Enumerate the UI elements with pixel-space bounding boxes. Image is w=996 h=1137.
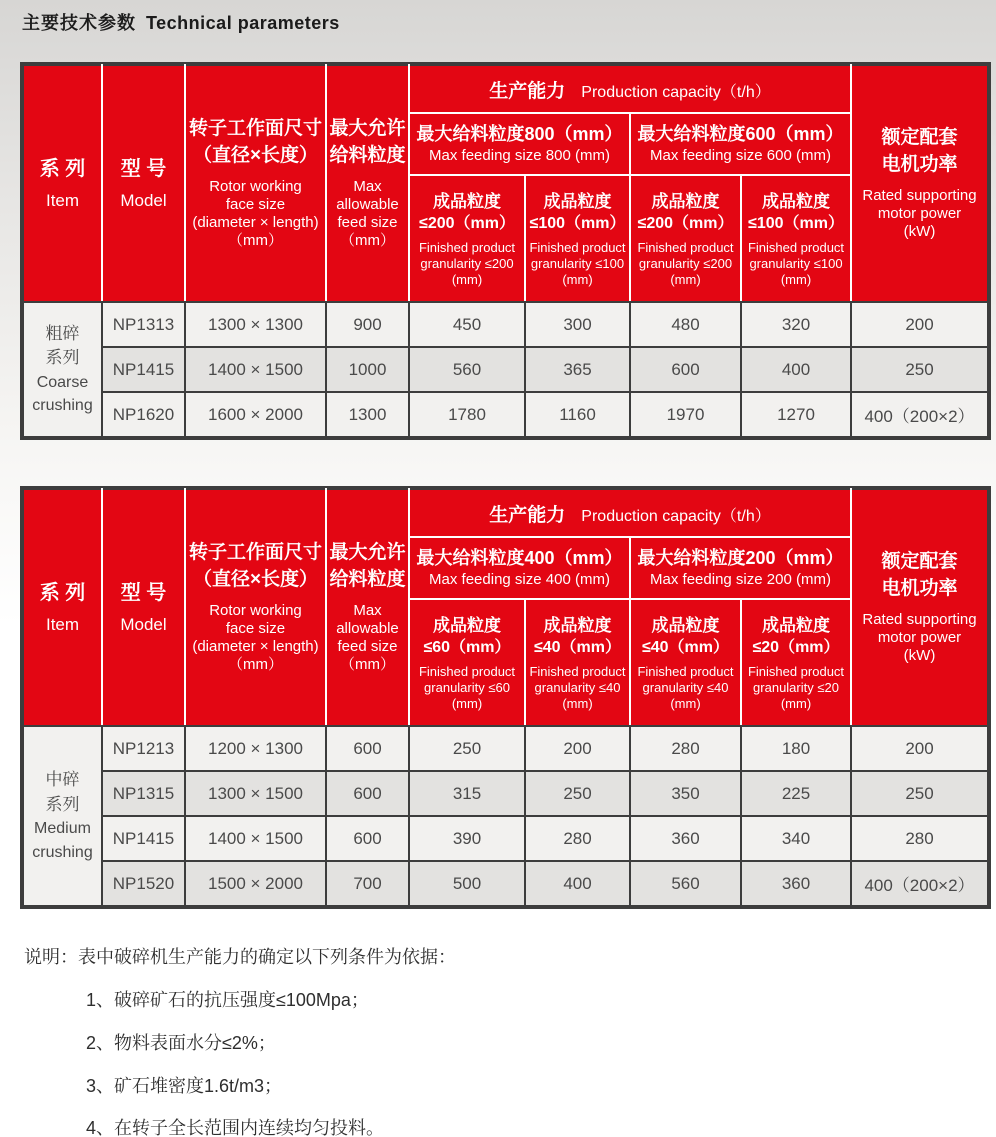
zh-line: ≤100（mm）	[748, 214, 844, 232]
motor-power-cell: 200	[851, 726, 988, 771]
en-line: granularity ≤60	[424, 680, 510, 695]
capacity-cell: 315	[409, 771, 525, 816]
model-cell: NP1415	[102, 816, 185, 861]
motor-power-cell: 250	[851, 771, 988, 816]
en-line: Finished product	[747, 240, 845, 256]
zh-line: 最大给料粒度200（mm）	[637, 548, 844, 569]
table-row	[23, 302, 988, 347]
capacity-cell: 400	[525, 861, 630, 906]
table-row	[23, 726, 988, 771]
capacity-cell: 300	[525, 302, 630, 347]
table-row	[23, 816, 988, 861]
motor-power-cell: 250	[851, 347, 988, 392]
zh-line: 中碎	[45, 770, 80, 790]
capacity-cell: 250	[409, 726, 525, 771]
en-line: (mm)	[451, 695, 483, 711]
zh-line: 成品粒度	[762, 615, 830, 635]
max-feed-cell: 600	[326, 771, 409, 816]
capacity-cell: 320	[741, 302, 851, 347]
zh-line: 转子工作面尺寸	[188, 118, 322, 140]
header-granularity-3	[630, 599, 741, 726]
capacity-cell: 1970	[630, 392, 741, 437]
capacity-cell: 1160	[525, 392, 630, 437]
header-production-capacity	[409, 489, 851, 537]
capacity-cell: 280	[630, 726, 741, 771]
zh-line: 成品粒度	[651, 191, 720, 211]
en-line: granularity ≤200	[638, 256, 733, 271]
motor-power-cell: 400（200×2）	[851, 392, 988, 437]
capacity-cell: 390	[409, 816, 525, 861]
zh-line: 转子工作面尺寸	[188, 542, 322, 564]
en-line: Max feeding size 600 (mm)	[650, 147, 831, 165]
header-max-feed	[326, 65, 409, 302]
coarse-table	[22, 64, 989, 438]
capacity-cell: 280	[525, 816, 630, 861]
en-line: feed size	[337, 638, 398, 656]
rotor-size-cell: 1500 × 2000	[185, 861, 326, 906]
series-cell	[23, 726, 102, 906]
en-line: Medium	[34, 820, 91, 838]
capacity-cell: 1780	[409, 392, 525, 437]
zh-line: 成品粒度	[762, 191, 830, 211]
page-title-zh: 主要技术参数	[22, 13, 136, 33]
capacity-cell: 360	[741, 861, 851, 906]
en-line: (diameter × length)	[192, 214, 319, 232]
en-line: （mm）	[228, 656, 283, 674]
max-feed-cell: 900	[326, 302, 409, 347]
en-line: granularity ≤200	[420, 256, 514, 271]
zh-line: （直径×长度）	[192, 568, 319, 590]
en-line: Production capacity（t/h）	[581, 507, 771, 525]
capacity-cell: 560	[409, 347, 525, 392]
en-line: granularity ≤40	[534, 680, 621, 695]
medium-table-body	[23, 726, 988, 906]
capacity-cell: 450	[409, 302, 525, 347]
header-motor-power	[851, 65, 988, 302]
table-row	[23, 347, 988, 392]
zh-line: 成品粒度	[651, 615, 720, 635]
rotor-size-cell: 1400 × 1500	[185, 347, 326, 392]
en-line: Finished product	[637, 240, 734, 256]
en-line: Rated supporting	[862, 186, 977, 204]
notes-intro: 说明：表中破碎机生产能力的确定以下列条件为依据：	[24, 947, 456, 967]
header-series	[23, 489, 102, 726]
table-row	[23, 392, 988, 437]
en-line: crushing	[32, 843, 93, 861]
header-granularity-4	[741, 599, 851, 726]
notes-section	[24, 946, 456, 1137]
zh-line: ≤40（mm）	[641, 638, 730, 656]
max-feed-cell: 600	[326, 726, 409, 771]
header-model	[102, 65, 185, 302]
capacity-cell: 500	[409, 861, 525, 906]
capacity-cell: 340	[741, 816, 851, 861]
header-feeding-size-200	[630, 537, 851, 599]
en-line: （mm）	[228, 232, 283, 250]
en-line: Finished product	[418, 240, 516, 256]
zh-line: （直径×长度）	[192, 144, 319, 166]
page-title-en: Technical parameters	[146, 13, 340, 33]
rotor-size-cell: 1600 × 2000	[185, 392, 326, 437]
max-feed-cell: 600	[326, 816, 409, 861]
capacity-cell: 180	[741, 726, 851, 771]
header-feeding-size-600	[630, 113, 851, 175]
zh-line: 成品粒度	[543, 191, 612, 211]
coarse-table-body	[23, 302, 988, 437]
model-cell: NP1620	[102, 392, 185, 437]
en-line: crushing	[32, 397, 93, 415]
coarse-table-header	[23, 65, 988, 302]
en-line: Rated supporting	[862, 610, 977, 628]
en-line: (mm)	[562, 271, 593, 287]
en-line: granularity ≤100	[530, 256, 625, 271]
motor-power-cell: 200	[851, 302, 988, 347]
header-granularity-4	[741, 175, 851, 302]
en-line: granularity ≤20	[753, 680, 839, 695]
capacity-cell: 365	[525, 347, 630, 392]
en-line: （mm）	[340, 232, 395, 250]
en-line: Rotor working	[209, 177, 302, 195]
en-line: Max feeding size 200 (mm)	[650, 571, 831, 589]
en-line: Finished product	[418, 664, 516, 680]
header-granularity-3	[630, 175, 741, 302]
zh-line: 型 号	[120, 582, 167, 605]
capacity-cell: 600	[630, 347, 741, 392]
en-line: Model	[120, 615, 167, 635]
zh-line: 生产能力	[489, 80, 566, 102]
en-line: allowable	[336, 195, 399, 213]
header-feeding-size-800	[409, 113, 630, 175]
zh-line: 粗碎	[45, 323, 80, 343]
table-row	[23, 771, 988, 816]
zh-line: 电机功率	[881, 154, 958, 176]
zh-line: 额定配套	[881, 127, 958, 149]
motor-power-cell: 280	[851, 816, 988, 861]
en-line: Coarse	[36, 373, 89, 391]
zh-line: 系 列	[39, 158, 86, 181]
coarse-crushing-table	[20, 62, 991, 440]
max-feed-cell: 1000	[326, 347, 409, 392]
note-item: 3、矿石堆密度1.6t/m3；	[86, 1075, 283, 1096]
note-item: 1、破碎矿石的抗压强度≤100Mpa；	[86, 990, 369, 1011]
rotor-size-cell: 1200 × 1300	[185, 726, 326, 771]
en-line: motor power	[877, 628, 962, 646]
en-line: granularity ≤40	[642, 680, 729, 695]
en-line: Max	[353, 601, 382, 619]
medium-table	[22, 488, 989, 907]
zh-line: 给料粒度	[329, 144, 406, 166]
zh-line: 成品粒度	[433, 191, 501, 211]
header-max-feed	[326, 489, 409, 726]
zh-line: 最大给料粒度600（mm）	[637, 124, 844, 145]
en-line: Max feeding size 800 (mm)	[429, 147, 610, 165]
en-line: motor power	[877, 204, 962, 222]
rotor-size-cell: 1400 × 1500	[185, 816, 326, 861]
zh-line: 给料粒度	[329, 568, 406, 590]
capacity-cell: 200	[525, 726, 630, 771]
header-rotor-size	[185, 65, 326, 302]
en-line: (mm)	[562, 695, 593, 711]
en-line: Max	[353, 177, 382, 195]
en-line: （mm）	[340, 656, 395, 674]
header-feeding-size-400	[409, 537, 630, 599]
en-line: (kW)	[903, 223, 936, 241]
en-line: (diameter × length)	[192, 638, 319, 656]
en-line: (kW)	[903, 647, 936, 665]
en-line: Max feeding size 400 (mm)	[429, 571, 610, 589]
zh-line: ≤40（mm）	[533, 638, 622, 656]
model-cell: NP1520	[102, 861, 185, 906]
medium-table-header	[23, 489, 988, 726]
zh-line: ≤20（mm）	[752, 638, 840, 656]
header-production-capacity	[409, 65, 851, 113]
series-cell	[23, 302, 102, 437]
capacity-cell: 400	[741, 347, 851, 392]
note-item: 2、物料表面水分≤2%；	[86, 1032, 276, 1053]
en-line: Rotor working	[209, 601, 302, 619]
header-rotor-size	[185, 489, 326, 726]
en-line: (mm)	[780, 271, 812, 287]
capacity-cell: 560	[630, 861, 741, 906]
en-line: Model	[120, 191, 167, 211]
table-row	[23, 861, 988, 906]
zh-line: 成品粒度	[543, 615, 612, 635]
en-line: face size	[225, 619, 286, 637]
capacity-cell: 480	[630, 302, 741, 347]
zh-line: 额定配套	[881, 551, 958, 573]
capacity-cell: 1270	[741, 392, 851, 437]
page-title	[22, 9, 340, 35]
en-line: (mm)	[670, 271, 701, 287]
model-cell: NP1315	[102, 771, 185, 816]
rotor-size-cell: 1300 × 1500	[185, 771, 326, 816]
en-line: granularity ≤100	[749, 256, 843, 271]
en-line: (mm)	[670, 695, 701, 711]
model-cell: NP1213	[102, 726, 185, 771]
en-line: (mm)	[451, 271, 483, 287]
max-feed-cell: 700	[326, 861, 409, 906]
capacity-cell: 350	[630, 771, 741, 816]
max-feed-cell: 1300	[326, 392, 409, 437]
model-cell: NP1415	[102, 347, 185, 392]
model-cell: NP1313	[102, 302, 185, 347]
zh-line: 最大给料粒度800（mm）	[416, 124, 623, 145]
zh-line: 生产能力	[489, 504, 566, 526]
note-item: 4、在转子全长范围内连续均匀投料。	[86, 1118, 385, 1137]
zh-line: 型 号	[120, 158, 167, 181]
header-granularity-2	[525, 599, 630, 726]
en-line: Item	[45, 191, 80, 211]
zh-line: 系列	[45, 794, 80, 814]
zh-line: 最大允许	[329, 118, 406, 140]
header-granularity-1	[409, 599, 525, 726]
en-line: Finished product	[529, 664, 626, 680]
header-granularity-2	[525, 175, 630, 302]
en-line: Finished product	[747, 664, 845, 680]
zh-line: 最大给料粒度400（mm）	[416, 548, 623, 569]
zh-line: 最大允许	[329, 542, 406, 564]
header-granularity-1	[409, 175, 525, 302]
en-line: feed size	[337, 214, 398, 232]
zh-line: 成品粒度	[433, 615, 501, 635]
en-line: face size	[225, 195, 286, 213]
en-line: allowable	[336, 619, 399, 637]
capacity-cell: 250	[525, 771, 630, 816]
zh-line: 电机功率	[881, 578, 958, 600]
zh-line: ≤200（mm）	[419, 214, 515, 232]
en-line: (mm)	[780, 695, 812, 711]
medium-crushing-table	[20, 486, 991, 909]
zh-line: ≤100（mm）	[529, 214, 626, 232]
en-line: Item	[45, 615, 80, 635]
header-model	[102, 489, 185, 726]
en-line: Finished product	[529, 240, 626, 256]
en-line: Production capacity（t/h）	[581, 83, 771, 101]
zh-line: 系列	[45, 348, 80, 368]
en-line: Finished product	[637, 664, 734, 680]
header-motor-power	[851, 489, 988, 726]
header-series	[23, 65, 102, 302]
rotor-size-cell: 1300 × 1300	[185, 302, 326, 347]
capacity-cell: 360	[630, 816, 741, 861]
zh-line: ≤200（mm）	[637, 214, 734, 232]
zh-line: ≤60（mm）	[423, 638, 511, 656]
zh-line: 系 列	[39, 582, 86, 605]
capacity-cell: 225	[741, 771, 851, 816]
motor-power-cell: 400（200×2）	[851, 861, 988, 906]
